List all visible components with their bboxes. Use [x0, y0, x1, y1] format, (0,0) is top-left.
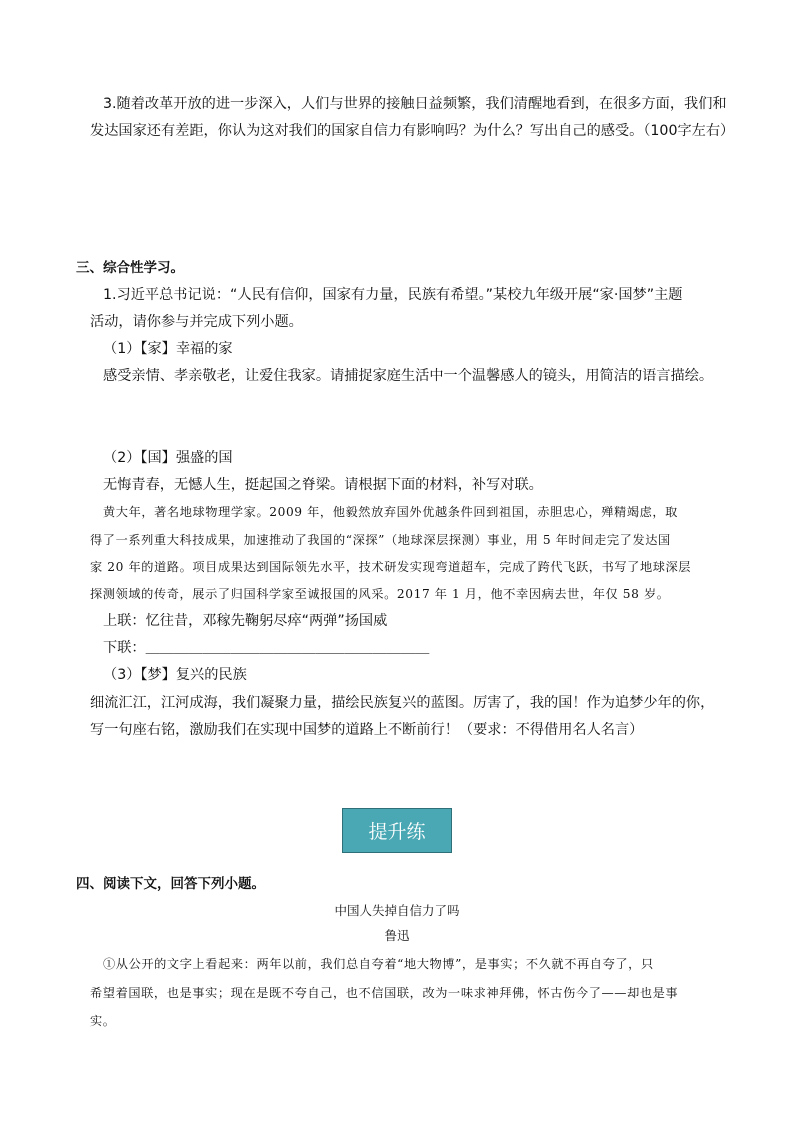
part-3-line-1: 细流汇江，江河成海，我们凝聚力量，描绘民族复兴的蓝图。厉害了，我的国！作为追梦少年的你，: [90, 695, 715, 711]
couplet-lower: 下联：＿＿＿＿＿＿＿＿＿＿＿＿＿＿＿＿＿＿＿＿: [103, 640, 430, 656]
section-3-intro-line-1: 1.习近平总书记说：“人民有信仰，国家有力量，民族有希望。”某校九年级开展“家·国梦”主题: [103, 287, 683, 303]
article-author: 鲁迅: [384, 928, 410, 943]
section-3-intro-line-2: 活动，请你参与并完成下列小题。: [90, 314, 303, 330]
part-1-title: （1）【家】幸福的家: [103, 341, 233, 357]
part-2-title: （2）【国】强盛的国: [103, 450, 233, 466]
section-3-heading: 三、综合性学习。: [76, 260, 184, 276]
article-title: 中国人失掉自信力了吗: [334, 903, 460, 918]
material-line-1: 黄大年，著名地球物理学家。2009 年，他毅然放弃国外优越条件回到祖国，赤胆忠心，殚精竭虑，取: [103, 505, 678, 519]
part-3-title: （3）【梦】复兴的民族: [103, 667, 247, 683]
part-2-text: 无悔青春，无憾人生，挺起国之脊梁。请根据下面的材料，补写对联。: [103, 477, 543, 493]
question-3-line-1: 3.随着改革开放的进一步深入，人们与世界的接触日益频繁，我们清醒地看到，在很多方面，我们和: [103, 96, 727, 112]
part-1-text: 感受亲情、孝亲敬老，让爱住我家。请捕捉家庭生活中一个温馨感人的镜头，用简洁的语言描绘。: [103, 368, 714, 384]
material-line-2: 得了一系列重大科技成果，加速推动了我国的“深探”（地球深层探测）事业，用 5 年时间走完了发达国: [90, 533, 671, 547]
section-4-heading: 四、阅读下文，回答下列小题。: [76, 876, 265, 892]
part-3-line-2: 写一句座右铭，激励我们在实现中国梦的道路上不断前行！（要求：不得借用名人名言）: [90, 722, 644, 738]
article-para-1-line-3: 实。: [90, 1014, 116, 1028]
couplet-upper: 上联：忆往昔，邓稼先鞠躬尽瘁“两弹”扬国威: [103, 613, 388, 629]
article-para-1-line-1: ①从公开的文字上看起来：两年以前，我们总自夸着“地大物博”，是事实；不久就不再自夸了，只: [103, 957, 654, 971]
material-line-3: 家 20 年的道路。项目成果达到国际领先水平，技术研发实现弯道超车，完成了跨代飞跃，书写了地球深层: [90, 560, 692, 574]
article-para-1-line-2: 希望着国联，也是事实；现在是既不夸自己，也不信国联，改为一味求神拜佛，怀古伤今了——却也是事: [90, 986, 679, 1000]
practice-banner: 提升练: [342, 808, 452, 853]
question-3-line-2: 发达国家还有差距，你认为这对我们的国家自信力有影响吗？为什么？写出自己的感受。（100字左右）: [90, 123, 735, 139]
material-line-4: 探测领域的传奇，展示了归国科学家至诚报国的风采。2017 年 1 月，他不幸因病去世，年仅 58 岁。: [90, 587, 670, 601]
